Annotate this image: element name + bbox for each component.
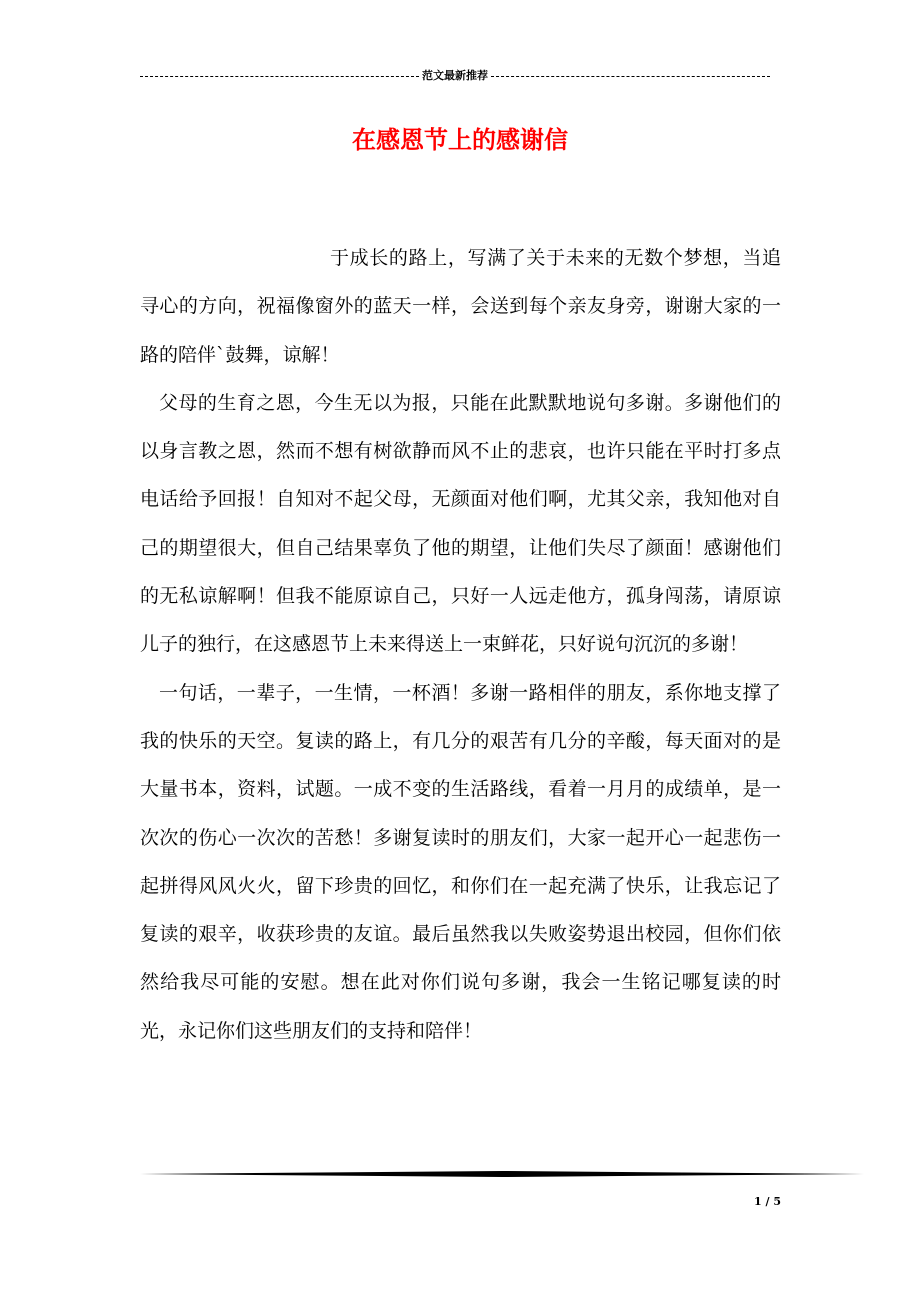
header-dash-right [491, 76, 770, 77]
paragraph-2: 父母的生育之恩，今生无以为报，只能在此默默地说句多谢。多谢他们的以身言教之恩，然而不想有树欲静而风不止的悲哀，也许只能在平时打多点电话给予回报！自知对不起父母，无颜面对他们啊，尤其父亲，我知他对自己的期望很大，但自己结果辜负了他的期望，让他们失尽了颜面！感谢他们的无私谅解啊！但我不能原谅自己，只好一人远走他方，孤身闯荡，请原谅儿子的独行，在这感恩节上未来得送上一束鲜花，只好说句沉沉的多谢！ [140, 391, 781, 656]
footer-rule-line [140, 1170, 864, 1178]
header-dash-left [140, 76, 419, 77]
page-number: 1 / 5 [754, 1195, 781, 1208]
header-label: 范文最新推荐 [422, 69, 488, 82]
paragraph-3: 一句话，一辈子，一生情，一杯酒！多谢一路相伴的朋友，系你地支撑了我的快乐的天空。复读的路上，有几分的艰苦有几分的辛酸，每天面对的是大量书本，资料，试题。一成不变的生活路线，看着一月月的成绩单，是一次次的伤心一次次的苦愁！多谢复读时的朋友们，大家一起开心一起悲伤一起拼得风风火火，留下珍贵的回忆，和你们在一起充满了快乐，让我忘记了复读的艰辛，收获珍贵的友谊。最后虽然我以失败姿势退出校园，但你们依然给我尽可能的安慰。想在此对你们说句多谢，我会一生铭记哪复读的时光，永记你们这些朋友们的支持和陪伴！ [140, 681, 781, 1042]
paragraph-1: 于成长的路上，写满了关于未来的无数个梦想，当追寻心的方向，祝福像窗外的蓝天一样，会送到每个亲友身旁，谢谢大家的一路的陪伴`鼓舞，谅解！ [140, 247, 781, 366]
footer-rule [140, 1170, 864, 1178]
document-title: 在感恩节上的感谢信 [352, 125, 568, 154]
header-rule [140, 68, 770, 84]
document-body [140, 234, 781, 1055]
